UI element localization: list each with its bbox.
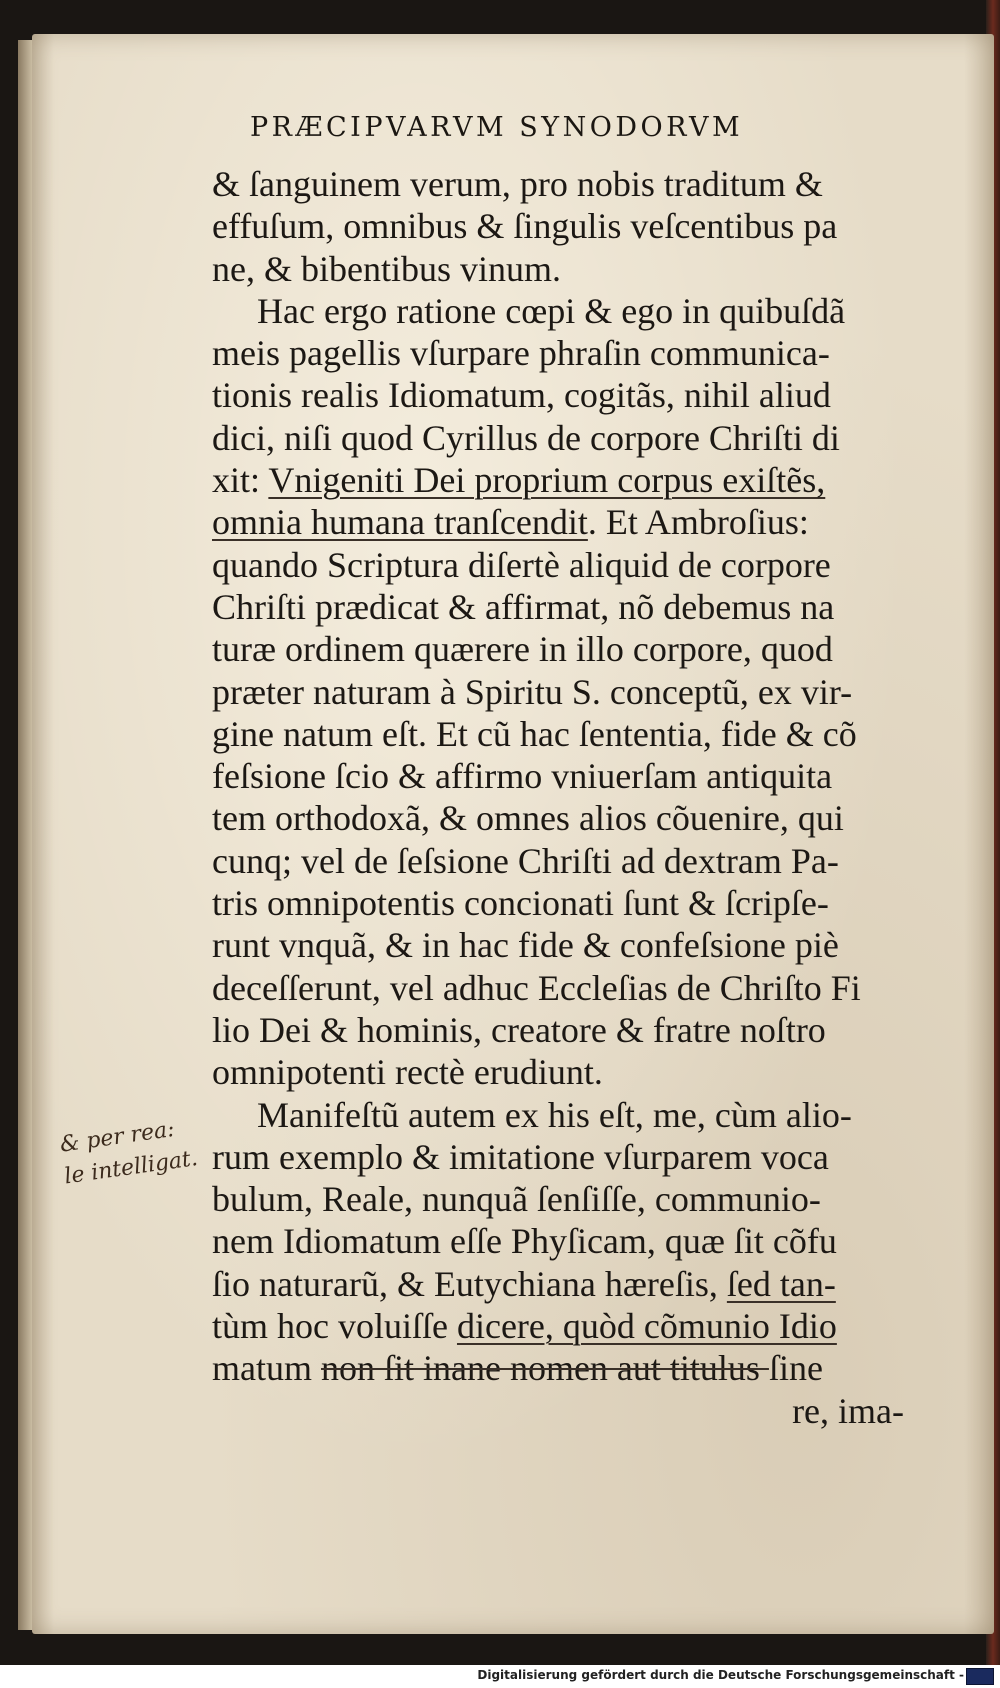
text-line: matum non ſit inane nomen aut titulus ſine xyxy=(212,1348,823,1389)
text-line: turæ ordinem quærere in illo corpore, quod xyxy=(212,629,833,670)
text-line: gine natum eſt. Et cũ hac ſententia, fide & cõ xyxy=(212,713,857,754)
page-edge xyxy=(18,40,32,1630)
text-line: Manifeſtũ autem ex his eſt, me, cùm alio- xyxy=(257,1094,852,1135)
text-line: xit: Vnigeniti Dei proprium corpus exiſtẽs, xyxy=(212,460,826,501)
text-line: præter naturam à Spiritu S. conceptũ, ex vir- xyxy=(212,671,853,712)
text-line: runt vnquã, & in hac fide & confeſsione piè xyxy=(212,925,839,966)
text-line: nem Idiomatum eſſe Phyſicam, quæ ſit cõfu xyxy=(212,1221,837,1262)
text-line: omnia humana tranſcendit. Et Ambroſius: xyxy=(212,502,809,543)
text-line: lio Dei & hominis, creatore & fratre noſtro xyxy=(212,1009,826,1050)
footer-bar xyxy=(0,1665,1000,1688)
dfg-logo-icon xyxy=(966,1668,994,1685)
text-line: quando Scriptura diſertè aliquid de corpore xyxy=(212,544,831,585)
text-line: ne, & bibentibus vinum. xyxy=(212,248,561,289)
text-line: ſio naturarũ, & Eutychiana hæreſis, ſed tan- xyxy=(212,1263,836,1304)
text-line: omnipotenti rectè erudiunt. xyxy=(212,1052,603,1093)
text-line: meis pagellis vſurpare phraſin communica- xyxy=(212,333,830,374)
margin-note-line: le intelligat. xyxy=(62,1145,200,1190)
text-line: tem orthodoxã, & omnes alios cõuenire, qui xyxy=(212,798,844,839)
text-line: cunq; vel de ſeſsione Chriſti ad dextram Pa- xyxy=(212,840,839,881)
text-line: tùm hoc voluiſſe dicere, quòd cõmunio Idio xyxy=(212,1306,837,1347)
text-line: tris omnipotentis concionati ſunt & ſcripſe- xyxy=(212,883,829,924)
text-line: tionis realis Idiomatum, cogitãs, nihil aliud xyxy=(212,375,831,416)
text-line: dici, niſi quod Cyrillus de corpore Chriſti di xyxy=(212,417,840,458)
running-head: PRÆCIPVARVM SYNODORVM xyxy=(250,112,744,143)
body-text xyxy=(212,163,932,1432)
footer-credit: Digitalisierung gefördert durch die Deutsche Forschungsgemeinschaft - xyxy=(477,1668,964,1682)
text-line: re, ima- xyxy=(792,1390,904,1431)
margin-note-line: & per rea: xyxy=(58,1116,177,1158)
text-line: deceſſerunt, vel adhuc Eccleſias de Chriſto Fi xyxy=(212,967,861,1008)
text-line: Hac ergo ratione cœpi & ego in quibuſdã xyxy=(257,290,846,331)
text-line: effuſum, omnibus & ſingulis veſcentibus pa xyxy=(212,206,838,247)
text-line: Chriſti prædicat & affirmat, nõ debemus na xyxy=(212,586,835,627)
text-line: bulum, Reale, nunquã ſenſiſſe, communio- xyxy=(212,1179,821,1220)
text-line: & ſanguinem verum, pro nobis traditum & xyxy=(212,164,823,204)
text-line: rum exemplo & imitatione vſurparem voca xyxy=(212,1136,829,1177)
text-line: feſsione ſcio & affirmo vniuerſam antiquita xyxy=(212,756,833,797)
